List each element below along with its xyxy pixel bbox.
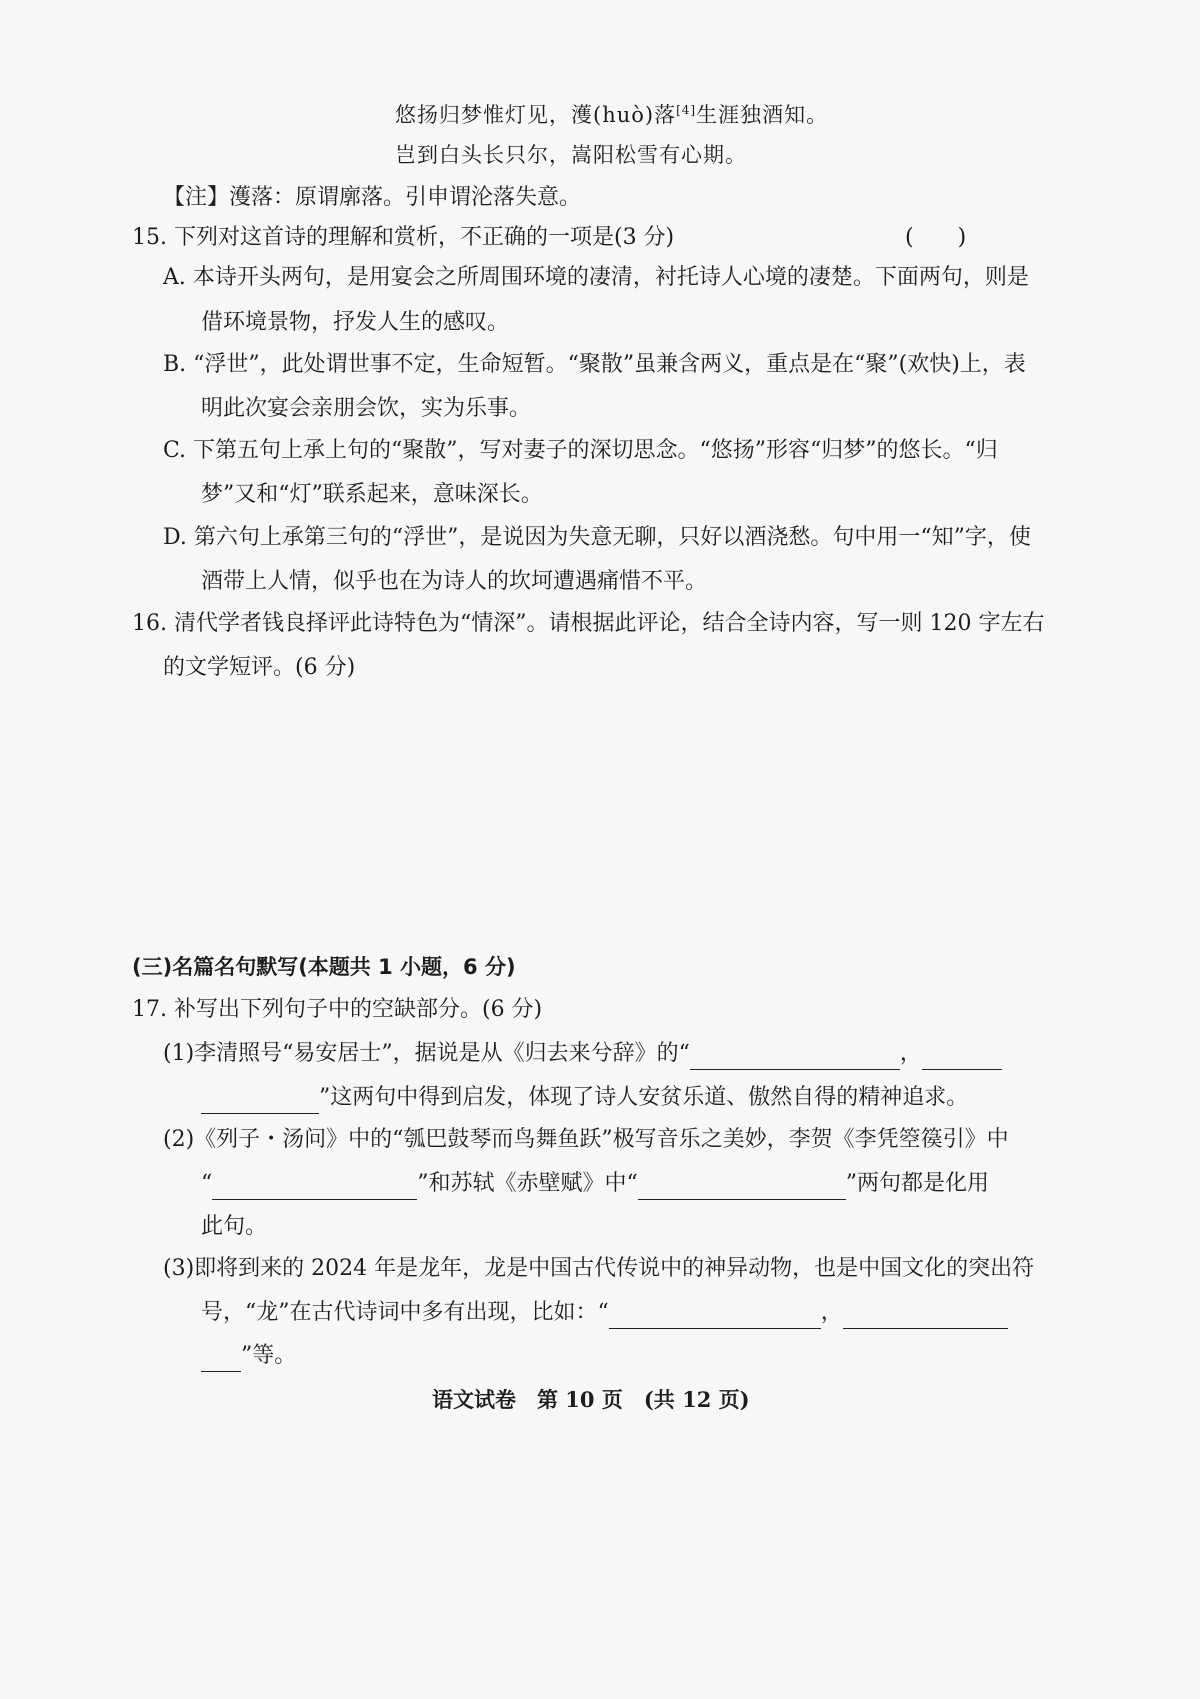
q17-part1-line2 — [201, 1082, 968, 1114]
q15-option-c-line1: C. 下第五句上承上句的“聚散”，写对妻子的深切思念。“悠扬”形容“归梦”的悠长。“归 — [163, 438, 998, 463]
poem-note-marker: [4] — [676, 103, 697, 117]
q15-option-b-line1: B. “浮世”，此处谓世事不定，生命短暂。“聚散”虽兼含两义，重点是在“聚”(欢快)上，表 — [163, 352, 1026, 377]
q17-part1-line1 — [163, 1038, 1002, 1070]
q17-part2-line2 — [201, 1168, 989, 1200]
q17-part3-blank-2a[interactable] — [843, 1304, 1008, 1329]
q17-part2-blank-2[interactable] — [638, 1175, 846, 1200]
q17-part3-text-b: 号，“龙”在古代诗词中多有出现，比如：“ — [201, 1300, 609, 1325]
q17-part3-line2 — [201, 1297, 1008, 1329]
q17-stem: 17. 补写出下列句子中的空缺部分。(6 分) — [132, 997, 543, 1022]
poem-line-1-part-a: 悠扬归梦惟灯见，濩(huò)落 — [395, 103, 677, 127]
q17-part1-blank-2a[interactable] — [922, 1045, 1002, 1070]
q17-part2-text-mid: ”和苏轼《赤壁赋》中“ — [417, 1171, 638, 1196]
q17-part2-open-quote: “ — [201, 1171, 213, 1196]
q15-option-a-line2: 借环境景物，抒发人生的感叹。 — [201, 310, 510, 335]
q16-line2: 的文学短评。(6 分) — [163, 655, 356, 680]
q17-part1-text-b: ”这两句中得到启发，体现了诗人安贫乐道、傲然自得的精神追求。 — [319, 1085, 969, 1110]
q17-part2-blank-1[interactable] — [212, 1175, 417, 1200]
poem-line-1 — [395, 94, 828, 131]
q17-part2-text-end: ”两句都是化用 — [845, 1171, 989, 1196]
poem-line-1-part-b: 生涯独酒知。 — [696, 103, 829, 127]
q16-line1: 16. 清代学者钱良择评此诗特色为“情深”。请根据此评论，结合全诗内容，写一则 120 字左右 — [132, 611, 1045, 636]
q17-part3-line1: (3)即将到来的 2024 年是龙年，龙是中国古代传说中的神异动物，也是中国文化的突出符 — [163, 1256, 1035, 1281]
q15-option-d-line1: D. 第六句上承第三句的“浮世”，是说因为失意无聊，只好以酒浇愁。句中用一“知”字，使 — [163, 525, 1031, 550]
q15-option-d-line2: 酒带上人情，似乎也在为诗人的坎坷遭遇痛惜不平。 — [201, 569, 708, 594]
q17-part1-separator: ， — [899, 1041, 922, 1066]
q17-part1-blank-1[interactable] — [690, 1045, 900, 1070]
q17-part3-blank-2b[interactable] — [201, 1347, 241, 1372]
q17-part2-line1: (2)《列子・汤问》中的“瓠巴鼓琴而鸟舞鱼跃”极写音乐之美妙，李贺《李凭箜篌引》中 — [163, 1127, 1009, 1152]
section-3-heading: (三)名篇名句默写(本题共 1 小题，6 分) — [132, 955, 516, 979]
q17-part2-line3: 此句。 — [201, 1214, 268, 1239]
q15-stem: 15. 下列对这首诗的理解和赏析，不正确的一项是(3 分) — [132, 225, 675, 250]
q15-option-c-line2: 梦”又和“灯”联系起来，意味深长。 — [201, 482, 543, 507]
q17-part3-line3 — [201, 1340, 296, 1372]
q17-part3-blank-1[interactable] — [609, 1304, 821, 1329]
q17-part3-separator: ， — [820, 1300, 843, 1325]
annotation-note: 【注】濩落：原谓廓落。引申谓沦落失意。 — [163, 185, 582, 210]
page-footer: 语文试卷 第 10 页 (共 12 页) — [432, 1387, 750, 1412]
q15-answer-paren: ( ) — [905, 225, 967, 250]
poem-line-2: 岂到白头长只尔，嵩阳松雪有心期。 — [395, 143, 747, 167]
q15-option-a-line1: A. 本诗开头两句，是用宴会之所周围环境的凄清，衬托诗人心境的凄楚。下面两句，则是 — [163, 265, 1029, 290]
q17-part1-text-a: (1)李清照号“易安居士”，据说是从《归去来兮辞》的“ — [163, 1041, 690, 1066]
q17-part1-blank-2b[interactable] — [201, 1089, 319, 1114]
q17-part3-text-c: ”等。 — [241, 1343, 297, 1368]
q15-option-b-line2: 明此次宴会亲朋会饮，实为乐事。 — [201, 396, 532, 421]
